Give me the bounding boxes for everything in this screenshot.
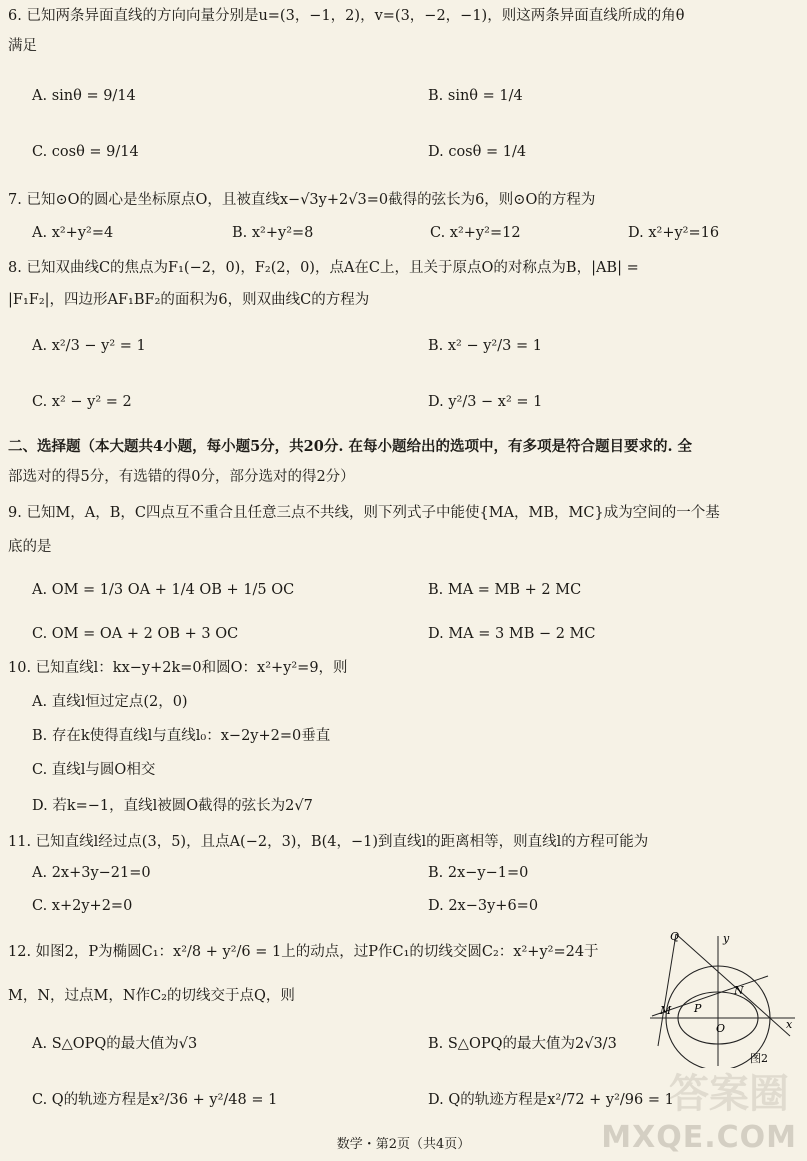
q7-option-b: B. x²+y²=8 bbox=[232, 225, 314, 241]
watermark-logo: 答案圈 bbox=[669, 1071, 789, 1117]
q7-option-c: C. x²+y²=12 bbox=[430, 225, 521, 241]
label-n: N bbox=[734, 984, 744, 997]
label-y: y bbox=[723, 932, 730, 945]
label-x: x bbox=[786, 1018, 793, 1031]
q8-stem-line2: |F₁F₂|，四边形AF₁BF₂的面积为6，则双曲线C的方程为 bbox=[8, 292, 370, 308]
label-m: M bbox=[660, 1004, 672, 1017]
q10-option-b: B. 存在k使得直线l与直线l₀：x−2y+2=0垂直 bbox=[32, 728, 331, 744]
q9-option-a: A. OM = 1/3 OA + 1/4 OB + 1/5 OC bbox=[32, 582, 295, 598]
q10-option-d: D. 若k=−1，直线l被圆O截得的弦长为2√7 bbox=[32, 798, 313, 814]
q6-option-d: D. cosθ = 1/4 bbox=[428, 144, 527, 160]
q10-stem: 10. 已知直线l：kx−y+2k=0和圆O：x²+y²=9，则 bbox=[8, 660, 348, 676]
q6-option-a: A. sinθ = 9/14 bbox=[32, 88, 136, 104]
tangent-qn bbox=[676, 934, 790, 1036]
q10-option-c: C. 直线l与圆O相交 bbox=[32, 762, 156, 778]
q8-option-d: D. y²/3 − x² = 1 bbox=[428, 394, 543, 410]
q9-stem-line2: 底的是 bbox=[8, 539, 52, 555]
q9-option-b: B. MA = MB + 2 MC bbox=[428, 582, 582, 598]
q12-option-d: D. Q的轨迹方程是x²/72 + y²/96 = 1 bbox=[428, 1092, 674, 1108]
q11-stem: 11. 已知直线l经过点(3，5)，且点A(−2，3)，B(4，−1)到直线l的距离相等，则直线l的方程可能为 bbox=[8, 834, 649, 850]
figure-2-diagram bbox=[650, 928, 800, 1068]
label-q: Q bbox=[670, 930, 680, 943]
label-o: O bbox=[716, 1022, 726, 1035]
q8-option-a: A. x²/3 − y² = 1 bbox=[32, 338, 146, 354]
q7-option-a: A. x²+y²=4 bbox=[32, 225, 114, 241]
q6-option-b: B. sinθ = 1/4 bbox=[428, 88, 523, 104]
q8-option-b: B. x² − y²/3 = 1 bbox=[428, 338, 542, 354]
q12-option-c: C. Q的轨迹方程是x²/36 + y²/48 = 1 bbox=[32, 1092, 278, 1108]
q7-option-d: D. x²+y²=16 bbox=[628, 225, 720, 241]
q7-stem: 7. 已知⊙O的圆心是坐标原点O，且被直线x−√3y+2√3=0截得的弦长为6，则⊙O的方程为 bbox=[8, 192, 596, 208]
section2-heading-line2: 部选对的得5分，有选错的得0分，部分选对的得2分） bbox=[8, 469, 355, 485]
q6-stem-line2: 满足 bbox=[8, 38, 37, 54]
page-footer: 数学・第2页（共4页） bbox=[336, 1137, 471, 1152]
q10-option-a: A. 直线l恒过定点(2，0) bbox=[32, 694, 188, 710]
q11-option-c: C. x+2y+2=0 bbox=[32, 898, 133, 914]
q12-stem-line2: M，N，过点M，N作C₂的切线交于点Q，则 bbox=[8, 988, 295, 1004]
q9-stem-line1: 9. 已知M，A，B，C四点互不重合且任意三点不共线，则下列式子中能使{MA，MB，MC}成为空间的一个基 bbox=[8, 505, 720, 521]
q6-option-c: C. cosθ = 9/14 bbox=[32, 144, 139, 160]
watermark-url: MXQE.COM bbox=[601, 1120, 797, 1155]
q12-option-b: B. S△OPQ的最大值为2√3/3 bbox=[428, 1036, 617, 1052]
q11-option-a: A. 2x+3y−21=0 bbox=[32, 865, 151, 881]
q8-stem-line1: 8. 已知双曲线C的焦点为F₁(−2，0)，F₂(2，0)，点A在C上，且关于原点O的对称点为B，|AB| = bbox=[8, 260, 639, 276]
figure-caption: 图2 bbox=[750, 1052, 768, 1065]
q8-option-c: C. x² − y² = 2 bbox=[32, 394, 132, 410]
q9-option-c: C. OM = OA + 2 OB + 3 OC bbox=[32, 626, 239, 642]
q12-stem-line1: 12. 如图2，P为椭圆C₁：x²/8 + y²/6 = 1上的动点，过P作C₁的切线交圆C₂：x²+y²=24于 bbox=[8, 944, 599, 960]
q6-stem-line1: 6. 已知两条异面直线的方向向量分别是u=(3，−1，2)，v=(3，−2，−1)，则这两条异面直线所成的角θ bbox=[8, 8, 685, 24]
q12-option-a: A. S△OPQ的最大值为√3 bbox=[32, 1036, 198, 1052]
q9-option-d: D. MA = 3 MB − 2 MC bbox=[428, 626, 596, 642]
q11-option-d: D. 2x−3y+6=0 bbox=[428, 898, 539, 914]
q11-option-b: B. 2x−y−1=0 bbox=[428, 865, 529, 881]
section2-heading-line1: 二、选择题（本大题共4小题，每小题5分，共20分. 在每小题给出的选项中，有多项是符合题目要求的. 全 bbox=[8, 438, 693, 455]
label-p: P bbox=[694, 1002, 702, 1015]
